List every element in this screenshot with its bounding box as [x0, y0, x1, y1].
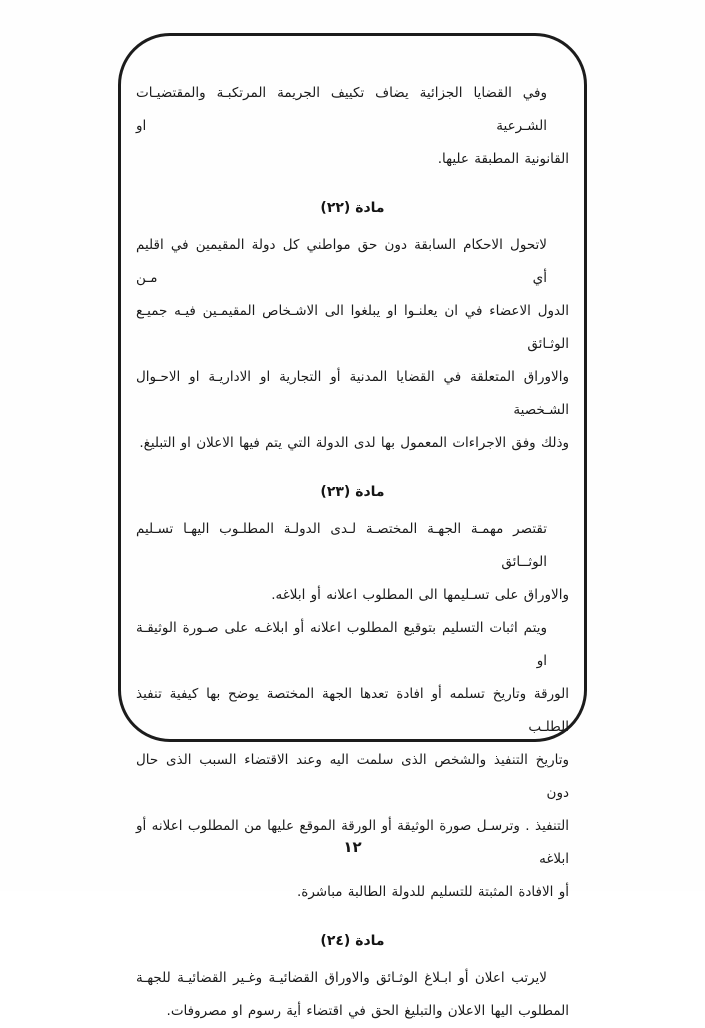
article-22-paragraph	[136, 229, 569, 460]
text-line: الدول الاعضاء في ان يعلنـوا او يبلغوا الى الاشـخاص المقيمـين فيـه جميـع الوثـائق	[136, 303, 569, 352]
text-line: تقتصر مهمـة الجهـة المختصـة لـدى الدولـة المطلـوب اليهـا تسـليم الوثــائق	[136, 521, 547, 570]
page-number: ١٢	[343, 838, 362, 856]
text-line: المطلوب اليها الاعلان والتبليغ الحق في اقتضاء أية رسوم او مصروفات.	[166, 1003, 569, 1019]
article-24-paragraph	[136, 962, 569, 1028]
text-line: لاتحول الاحكام السابقة دون حق مواطني كل دولة المقيمين في اقليم أي مـن	[136, 237, 547, 286]
text-line: ويتم اثبات التسليم بتوقيع المطلوب اعلانه أو ابلاغـه على صـورة الوثيقـة او	[136, 620, 547, 669]
text-line: وفي القضايا الجزائية يضاف تكييف الجريمة المرتكبـة والمقتضيـات الشـرعية او	[136, 85, 547, 134]
text-line: لايرتب اعلان أو ابـلاغ الوثـائق والاوراق القضائيـة وغـير القضائيـة للجهـة	[136, 970, 547, 986]
text-line: الورقة وتاريخ تسلمه أو افادة تعدها الجهة المختصة يوضح بها كيفية تنفيذ الطلـب	[136, 686, 569, 735]
text-line: وذلك وفق الاجراءات المعمول بها لدى الدولة التي يتم فيها الاعلان او التبليغ.	[139, 435, 569, 451]
text-line: والاوراق على تسـليمها الى المطلوب اعلانه أو ابلاغه.	[271, 587, 569, 603]
text-line: وتاريخ التنفيذ والشخص الذى سلمت اليه وعند الاقتضاء السبب الذى حال دون	[136, 752, 569, 801]
text-line: القانونية المطبقة عليها.	[437, 151, 569, 167]
text-line: أو الافادة المثبتة للتسليم للدولة الطالبة مباشرة.	[296, 884, 569, 900]
intro-paragraph	[136, 77, 569, 176]
article-23-paragraph-2	[136, 612, 569, 909]
article-24-heading: مادة (٢٤)	[320, 933, 385, 949]
text-line: التنفيذ . وترسـل صورة الوثيقة أو الورقة الموقع عليها من المطلوب اعلانه أو ابلاغه	[136, 818, 569, 867]
article-23-heading: مادة (٢٣)	[320, 484, 385, 500]
text-line: والاوراق المتعلقة في القضايا المدنية أو التجارية او الاداريـة او الاحـوال الشـخصية	[136, 369, 569, 418]
article-23-paragraph-1	[136, 513, 569, 612]
article-22-heading: مادة (٢٢)	[320, 200, 385, 216]
